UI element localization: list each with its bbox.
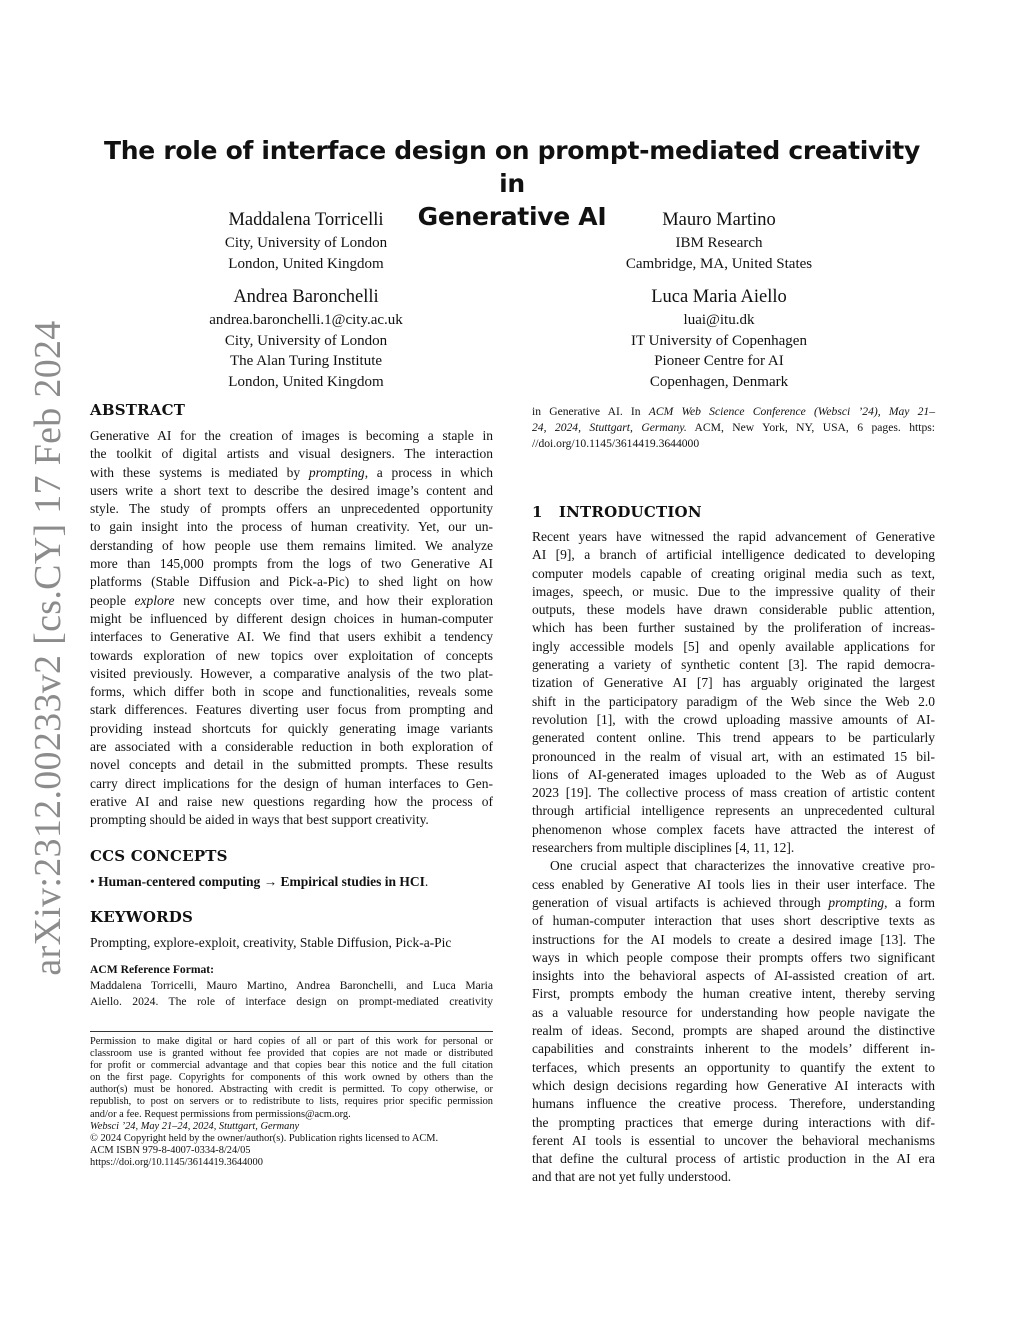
intro-line: cess enabled by Generative AI tools lies in their user interface. The — [532, 876, 935, 892]
intro-line: through artificial intelligence represents an unprecedented cultural — [532, 803, 935, 819]
author-name: Luca Maria Aiello — [651, 287, 787, 307]
intro-line: realm of ideas. Second, prompts are shaped around the distinctive — [532, 1023, 935, 1039]
permission-notice — [90, 1036, 493, 1169]
author-block — [568, 208, 870, 274]
introduction-heading — [532, 503, 702, 521]
intro-line: capabilities and constraints inherent to the models’ different in- — [532, 1041, 935, 1057]
ccs-concepts — [90, 873, 493, 891]
intro-line: generation of visual artifacts is achieved through prompting, a form — [532, 894, 935, 910]
doi-line: https://doi.org/10.1145/3614419.3644000 — [90, 1156, 263, 1168]
copyright-line: © 2024 Copyright held by the owner/author(s). Publication rights licensed to ACM. — [90, 1132, 439, 1144]
abstract-line: stark differences. Features diverting user focus from prompting and — [90, 702, 493, 718]
intro-line: shift in the participatory paradigm of the Web since the Web 2.0 — [532, 693, 935, 709]
acm-reference-line: Aiello. 2024. The role of interface design on prompt-mediated creativity — [90, 994, 493, 1008]
intro-line: Recent years have witnessed the rapid advancement of Generative — [532, 529, 935, 544]
abstract-line: are associated with a considerable reduction in both exploration of — [90, 739, 493, 755]
intro-line: One crucial aspect that characterizes the innovative creative pro- — [550, 858, 935, 874]
permission-line: and/or a fee. Request permissions from permissions@acm.org. — [90, 1108, 351, 1120]
footnote-rule — [90, 1031, 493, 1032]
intro-line: ingly accessible models [5] and openly available applications for — [532, 638, 935, 654]
keywords-heading: KEYWORDS — [90, 908, 193, 926]
intro-line: which has been further sustained by the proliferation of increas- — [532, 620, 935, 636]
author-affiliation: City, University of London — [224, 332, 388, 349]
abstract-line: novel concepts and detail in the submitted prompts. These results — [90, 757, 493, 773]
author-block — [155, 285, 457, 392]
permission-line: Permission to make digital or hard copies of all or part of this work for personal or — [90, 1036, 493, 1047]
intro-line: AI [9], a branch of artificial intelligence dedicated to developing — [532, 547, 935, 563]
acm-reference-line: 24, 2024, Stuttgart, Germany. ACM, New York, NY, USA, 6 pages. https: — [532, 420, 935, 434]
author-name: Andrea Baronchelli — [233, 287, 379, 307]
intro-line: pronounced in the realm of visual art, with an estimated 15 bil- — [532, 748, 935, 764]
abstract-line: with these systems is mediated by prompting, a process in which — [90, 464, 493, 480]
permission-line: republish, to post on servers or to redistribute to lists, requires prior specific permission — [90, 1096, 493, 1108]
keywords-line: Prompting, explore-exploit, creativity, Stable Diffusion, Pick-a-Pic — [90, 935, 452, 950]
abstract-line: people explore new concepts over time, and how their exploration — [90, 592, 493, 608]
intro-line: First, prompts embody the human creative intent, thereby serving — [532, 986, 935, 1002]
section-title: INTRODUCTION — [558, 503, 702, 521]
abstract-line: the toolkit of digital artists and visual designers. The interaction — [90, 446, 493, 462]
intro-line: generating a variety of synthetic content [3]. The rapid democra- — [532, 657, 935, 673]
author-affiliation: London, United Kingdom — [228, 255, 384, 272]
intro-line: outputs, these models have drawn considerable public attention, — [532, 602, 935, 618]
author-affiliation: IBM Research — [675, 235, 763, 251]
intro-line: tization of Generative AI [7] has arguably originated the largest — [532, 675, 935, 691]
abstract-line: platforms (Stable Diffusion and Pick-a-Pic) to shed light on how — [90, 574, 493, 590]
abstract-line: derstanding of how people use them remains limited. We analyze — [90, 537, 493, 553]
intro-line: ferent AI tools is essential to uncover the behavioral mechanisms — [532, 1132, 935, 1148]
intro-line: computer models capable of creating original media such as text, — [532, 565, 935, 581]
abstract-line: towards exploration of new topics over exploitation of concepts — [90, 647, 493, 663]
keywords-text — [90, 934, 493, 952]
intro-line: lions of AI-generated images uploaded to the Web as of August — [532, 766, 935, 782]
abstract-line: providing instead shortcuts for quickly generating image variants — [90, 720, 493, 736]
author-block — [155, 208, 457, 274]
intro-line: as a valuable resource for understanding how people navigate the — [532, 1004, 935, 1020]
intro-line: that define the cultural process of artistic production in the AI era — [532, 1151, 935, 1167]
intro-line: phenomenon whose complex facets have attracted the interest of — [532, 821, 935, 837]
arxiv-watermark: arXiv:2312.00233v2 [cs.CY] 17 Feb 2024 — [27, 320, 69, 976]
author-affiliation: The Alan Turing Institute — [229, 353, 383, 369]
intro-line: ways in which people compose their prompts offers two significant — [532, 949, 935, 965]
intro-line: humans influence the creative process. Therefore, understanding — [532, 1096, 935, 1112]
isbn-line: ACM ISBN 979-8-4007-0334-8/24/05 — [90, 1144, 251, 1156]
abstract-line: might be influenced by different design choices in human-computer — [90, 610, 493, 626]
introduction-body — [532, 528, 935, 1187]
permission-line: classroom use is granted without fee provided that copies are not made or distributed — [90, 1048, 493, 1060]
venue-line: Websci ’24, May 21–24, 2024, Stuttgart, Germany — [90, 1120, 300, 1132]
abstract-line: interfaces to Generative AI. We find that users exhibit a tendency — [90, 629, 493, 645]
author-affiliation: IT University of Copenhagen — [631, 332, 807, 349]
author-email: luai@itu.dk — [683, 312, 755, 328]
author-name: Maddalena Torricelli — [228, 210, 384, 230]
acm-reference-text — [90, 978, 493, 1010]
intro-line: 2023 [19]. The collective process of mass creation of artistic content — [532, 785, 935, 801]
abstract-line: more than 145,000 prompts from the logs of two Generative AI — [90, 556, 493, 572]
intro-line: generated content online. This trend appears to be particularly — [532, 730, 935, 746]
title-line: Generative AI — [417, 202, 607, 231]
acm-reference-heading: ACM Reference Format: — [90, 963, 215, 976]
abstract-line: style. The study of prompts offers an unprecedented opportunity — [90, 501, 493, 517]
intro-line: instructions for the AI models to create a desired image [13]. The — [532, 931, 935, 947]
abstract-line: Generative AI for the creation of images is becoming a staple in — [90, 428, 493, 443]
intro-line: revolution [1], with the crowd uploading massive amounts of AI- — [532, 711, 935, 727]
acm-reference-line: //doi.org/10.1145/3614419.3644000 — [532, 436, 700, 450]
author-affiliation: Cambridge, MA, United States — [625, 255, 813, 272]
intro-line: researchers from multiple disciplines [4, 11, 12]. — [532, 840, 795, 856]
permission-line: for profit or commercial advantage and that copies bear this notice and the full citation — [90, 1060, 493, 1072]
ccs-line: • Human-centered computing → Empirical studies in HCI. — [90, 874, 429, 889]
intro-line: the prompting practices that emerge during interactions with dif- — [532, 1114, 935, 1130]
section-number: 1 — [532, 503, 543, 521]
abstract-heading: ABSTRACT — [90, 401, 186, 419]
acm-reference-continued — [532, 404, 935, 451]
intro-line: which design decisions regarding how Generative AI interacts with — [532, 1077, 935, 1093]
acm-reference-line: Maddalena Torricelli, Mauro Martino, Andrea Baronchelli, and Luca Maria — [90, 979, 493, 992]
author-email: andrea.baronchelli.1@city.ac.uk — [209, 312, 403, 328]
abstract-body — [90, 427, 493, 830]
abstract-line: erative AI and raise new questions regarding how the process of — [90, 793, 493, 809]
intro-line: of human-computer interaction that uses short descriptive texts as — [532, 913, 935, 929]
title-line: The role of interface design on prompt-mediated creativity in — [104, 136, 920, 198]
abstract-line: users write a short text to describe the desired image’s content and — [90, 482, 493, 498]
intro-line: insights into the behavioral aspects of AI-assisted creation of art. — [532, 968, 935, 984]
author-affiliation: City, University of London — [224, 235, 388, 251]
author-affiliation: Copenhagen, Denmark — [649, 373, 789, 390]
permission-line: on the first page. Copyrights for components of this work owned by others than the — [90, 1072, 493, 1084]
author-affiliation: London, United Kingdom — [228, 373, 384, 390]
intro-line: terfaces, which presents an opportunity to quantify the extent to — [532, 1059, 935, 1075]
author-affiliation: Pioneer Centre for AI — [654, 353, 784, 369]
author-name: Mauro Martino — [662, 210, 776, 230]
abstract-line: prompting should be aided in ways that best support creativity. — [90, 812, 429, 828]
permission-line: author(s) must be honored. Abstracting with credit is permitted. To copy otherwise, or — [90, 1084, 493, 1096]
acm-reference-line: in Generative AI. In ACM Web Science Conference (Websci ’24), May 21– — [532, 405, 935, 418]
abstract-line: visited previously. However, a comparative analysis of the two plat- — [90, 665, 493, 681]
abstract-line: carry direct implications for the design of human interfaces to Gen- — [90, 775, 493, 791]
intro-line: and that are not yet fully understood. — [532, 1169, 732, 1185]
ccs-heading: CCS CONCEPTS — [90, 847, 228, 865]
intro-line: images, speech, or music. Due to the impressive quality of their — [532, 583, 935, 599]
author-block — [568, 285, 870, 392]
abstract-line: to gain insight into the process of human creativity. Yet, our un- — [90, 519, 493, 535]
abstract-line: forms, which differ both in scope and functionalities, reveals some — [90, 684, 493, 700]
